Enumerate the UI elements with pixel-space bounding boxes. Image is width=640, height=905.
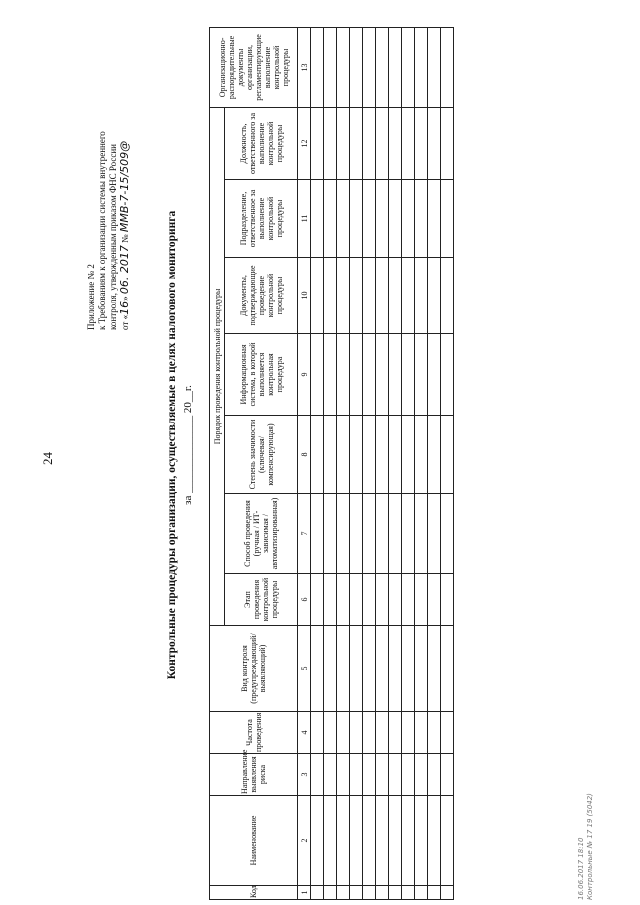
table-cell — [415, 334, 428, 416]
column-header-10: Документы, подтверждающие проведение контрольной процедуры — [225, 258, 298, 334]
table-cell — [376, 258, 389, 334]
table-row — [441, 27, 454, 899]
table-cell — [415, 27, 428, 107]
table-cell — [389, 334, 402, 416]
table-cell — [441, 712, 454, 754]
table-cell — [428, 574, 441, 626]
table-cell — [428, 494, 441, 574]
table-cell — [350, 886, 363, 900]
table-cell — [389, 258, 402, 334]
table-cell — [415, 107, 428, 179]
column-header-4: Частота проведения — [210, 712, 298, 754]
table-row — [402, 27, 415, 899]
table-cell — [363, 180, 376, 258]
table-cell — [324, 494, 337, 574]
table-cell — [428, 796, 441, 886]
table-cell — [337, 886, 350, 900]
table-cell — [350, 416, 363, 494]
table-cell — [311, 27, 324, 107]
table-cell — [428, 180, 441, 258]
appendix-line-1: Приложение № 2 — [86, 264, 96, 330]
table-cell — [350, 27, 363, 107]
table-cell — [350, 754, 363, 796]
appendix-order-number: ММВ-7-15/509@ — [118, 140, 131, 233]
column-header-8: Степень значимости (ключевая/ компенсирующая) — [225, 416, 298, 494]
table-cell — [363, 334, 376, 416]
column-header-1: Код — [210, 886, 298, 900]
column-number-11: 11 — [298, 180, 311, 258]
table-cell — [311, 494, 324, 574]
table-cell — [376, 574, 389, 626]
table-cell — [428, 258, 441, 334]
table-cell — [350, 574, 363, 626]
table-cell — [389, 107, 402, 179]
column-number-2: 2 — [298, 796, 311, 886]
appendix-line-4: от «16» 06. 2017 № ММВ-7-15/509@ — [118, 140, 131, 330]
table-cell — [311, 574, 324, 626]
table-cell — [337, 107, 350, 179]
table-cell — [402, 494, 415, 574]
table-cell — [389, 494, 402, 574]
table-cell — [350, 180, 363, 258]
column-header-5: Вид контроля (предупреждающий/ выявляющий) — [210, 626, 298, 712]
column-header-7: Способ проведения (ручная / ИТ-зависимая / автоматизированная) — [225, 494, 298, 574]
table-cell — [337, 626, 350, 712]
table-cell — [363, 712, 376, 754]
column-header-3: Направление выявления риска — [210, 754, 298, 796]
table-cell — [311, 107, 324, 179]
table-cell — [402, 626, 415, 712]
column-number-1: 1 — [298, 886, 311, 900]
table-cell — [324, 334, 337, 416]
table-cell — [376, 712, 389, 754]
table-cell — [324, 796, 337, 886]
column-number-5: 5 — [298, 626, 311, 712]
table-cell — [402, 27, 415, 107]
table-cell — [337, 796, 350, 886]
table-cell — [415, 416, 428, 494]
table-cell — [350, 626, 363, 712]
table-cell — [441, 574, 454, 626]
table-cell — [402, 416, 415, 494]
table-cell — [441, 626, 454, 712]
column-header-12: Должность, ответственного за выполнение контрольной процедуры — [225, 107, 298, 179]
table-cell — [337, 27, 350, 107]
table-cell — [363, 574, 376, 626]
group-header: Порядок проведения контрольной процедуры — [210, 107, 225, 625]
table-cell — [363, 796, 376, 886]
table-row — [350, 27, 363, 899]
table-cell — [337, 494, 350, 574]
table-cell — [441, 886, 454, 900]
column-header-2: Наименование — [210, 796, 298, 886]
table-cell — [441, 107, 454, 179]
table-cell — [350, 796, 363, 886]
table-cell — [402, 180, 415, 258]
table-cell — [337, 754, 350, 796]
table-cell — [311, 180, 324, 258]
table-cell — [441, 27, 454, 107]
table-cell — [428, 107, 441, 179]
table-cell — [376, 494, 389, 574]
table-cell — [350, 712, 363, 754]
table-cell — [402, 258, 415, 334]
table-cell — [389, 754, 402, 796]
table-cell — [402, 754, 415, 796]
table-cell — [311, 416, 324, 494]
table-cell — [376, 180, 389, 258]
table-cell — [337, 574, 350, 626]
table-cell — [428, 626, 441, 712]
table-row — [337, 27, 350, 899]
table-cell — [415, 796, 428, 886]
table-cell — [363, 27, 376, 107]
table-cell — [389, 27, 402, 107]
table-cell — [324, 27, 337, 107]
column-number-12: 12 — [298, 107, 311, 179]
table-cell — [376, 886, 389, 900]
table-cell — [311, 626, 324, 712]
table-cell — [376, 334, 389, 416]
table-cell — [324, 754, 337, 796]
table-cell — [441, 180, 454, 258]
table-cell — [402, 712, 415, 754]
table-row — [389, 27, 402, 899]
table-cell — [376, 107, 389, 179]
table-cell — [415, 180, 428, 258]
table-cell — [350, 334, 363, 416]
column-header-11: Подразделение, ответственное за выполнение контрольной процедуры — [225, 180, 298, 258]
column-number-3: 3 — [298, 754, 311, 796]
table-cell — [428, 886, 441, 900]
column-number-6: 6 — [298, 574, 311, 626]
table-cell — [324, 180, 337, 258]
table-row — [311, 27, 324, 899]
table-row — [363, 27, 376, 899]
column-number-13: 13 — [298, 27, 311, 107]
appendix-date: 06. 2017 — [118, 245, 131, 295]
table-cell — [324, 258, 337, 334]
table-row — [428, 27, 441, 899]
table-cell — [389, 886, 402, 900]
table-cell — [324, 416, 337, 494]
table-cell — [441, 494, 454, 574]
table-cell — [441, 258, 454, 334]
table-cell — [415, 886, 428, 900]
column-header-9: Информационная система, в которой выполняется контрольная процедура — [225, 334, 298, 416]
table-cell — [363, 107, 376, 179]
table-cell — [415, 712, 428, 754]
table-cell — [350, 258, 363, 334]
appendix-day: 16 — [118, 300, 131, 315]
table-cell — [389, 626, 402, 712]
table-cell — [363, 626, 376, 712]
table-cell — [415, 626, 428, 712]
table-cell — [441, 334, 454, 416]
table-cell — [389, 796, 402, 886]
table-cell — [324, 107, 337, 179]
table-cell — [311, 886, 324, 900]
table-cell — [389, 416, 402, 494]
table-cell — [402, 574, 415, 626]
table-cell — [402, 107, 415, 179]
table-cell — [428, 27, 441, 107]
appendix-line-3: контроля, утвержденным приказом ФНС России — [108, 144, 118, 330]
table-cell — [337, 258, 350, 334]
table-cell — [428, 416, 441, 494]
table-cell — [363, 258, 376, 334]
table-cell — [415, 574, 428, 626]
table-cell — [389, 712, 402, 754]
table-cell — [441, 754, 454, 796]
table-row — [324, 27, 337, 899]
table-cell — [376, 626, 389, 712]
table-cell — [376, 27, 389, 107]
table-cell — [324, 626, 337, 712]
table-row — [415, 27, 428, 899]
document-title: Контрольные процедуры организации, осуществляемые в целях налогового мониторинга — [166, 210, 178, 680]
table-cell — [311, 258, 324, 334]
column-header-6: Этап проведения контрольной процедуры — [225, 574, 298, 626]
column-number-9: 9 — [298, 334, 311, 416]
column-number-4: 4 — [298, 712, 311, 754]
table-cell — [337, 416, 350, 494]
table-cell — [415, 754, 428, 796]
table-cell — [402, 796, 415, 886]
table-cell — [363, 886, 376, 900]
column-header-13: Организационно-распорядительные документы организации, регламентирующие выполнение контрольной процедуры — [210, 27, 298, 107]
table-cell — [350, 107, 363, 179]
table-cell — [337, 334, 350, 416]
table-cell — [350, 494, 363, 574]
table-cell — [402, 334, 415, 416]
table-cell — [311, 796, 324, 886]
table-cell — [311, 334, 324, 416]
table-cell — [415, 258, 428, 334]
table-cell — [311, 754, 324, 796]
control-procedures-table — [209, 27, 454, 900]
table-cell — [311, 712, 324, 754]
print-stamp: 16.06.2017 18:10 Контрольные № 17 19 (5042) — [577, 793, 594, 900]
table-cell — [324, 712, 337, 754]
column-number-10: 10 — [298, 258, 311, 334]
table-cell — [376, 796, 389, 886]
table-cell — [389, 574, 402, 626]
table-cell — [441, 416, 454, 494]
table-cell — [376, 416, 389, 494]
table-cell — [402, 886, 415, 900]
table-row — [376, 27, 389, 899]
column-number-8: 8 — [298, 416, 311, 494]
table-cell — [363, 754, 376, 796]
page-number: 24 — [40, 452, 55, 465]
table-cell — [441, 796, 454, 886]
table-cell — [337, 712, 350, 754]
table-cell — [324, 574, 337, 626]
table-cell — [428, 754, 441, 796]
table-cell — [337, 180, 350, 258]
period-line: за ______________ 20__г. — [182, 385, 194, 505]
table-cell — [363, 416, 376, 494]
appendix-block — [86, 30, 131, 330]
table-cell — [376, 754, 389, 796]
column-number-7: 7 — [298, 494, 311, 574]
table-cell — [389, 180, 402, 258]
table-cell — [324, 886, 337, 900]
table-cell — [363, 494, 376, 574]
table-cell — [428, 334, 441, 416]
table-cell — [415, 494, 428, 574]
appendix-line-2: к Требованиям к организации системы внутреннего — [97, 131, 107, 330]
table-cell — [428, 712, 441, 754]
